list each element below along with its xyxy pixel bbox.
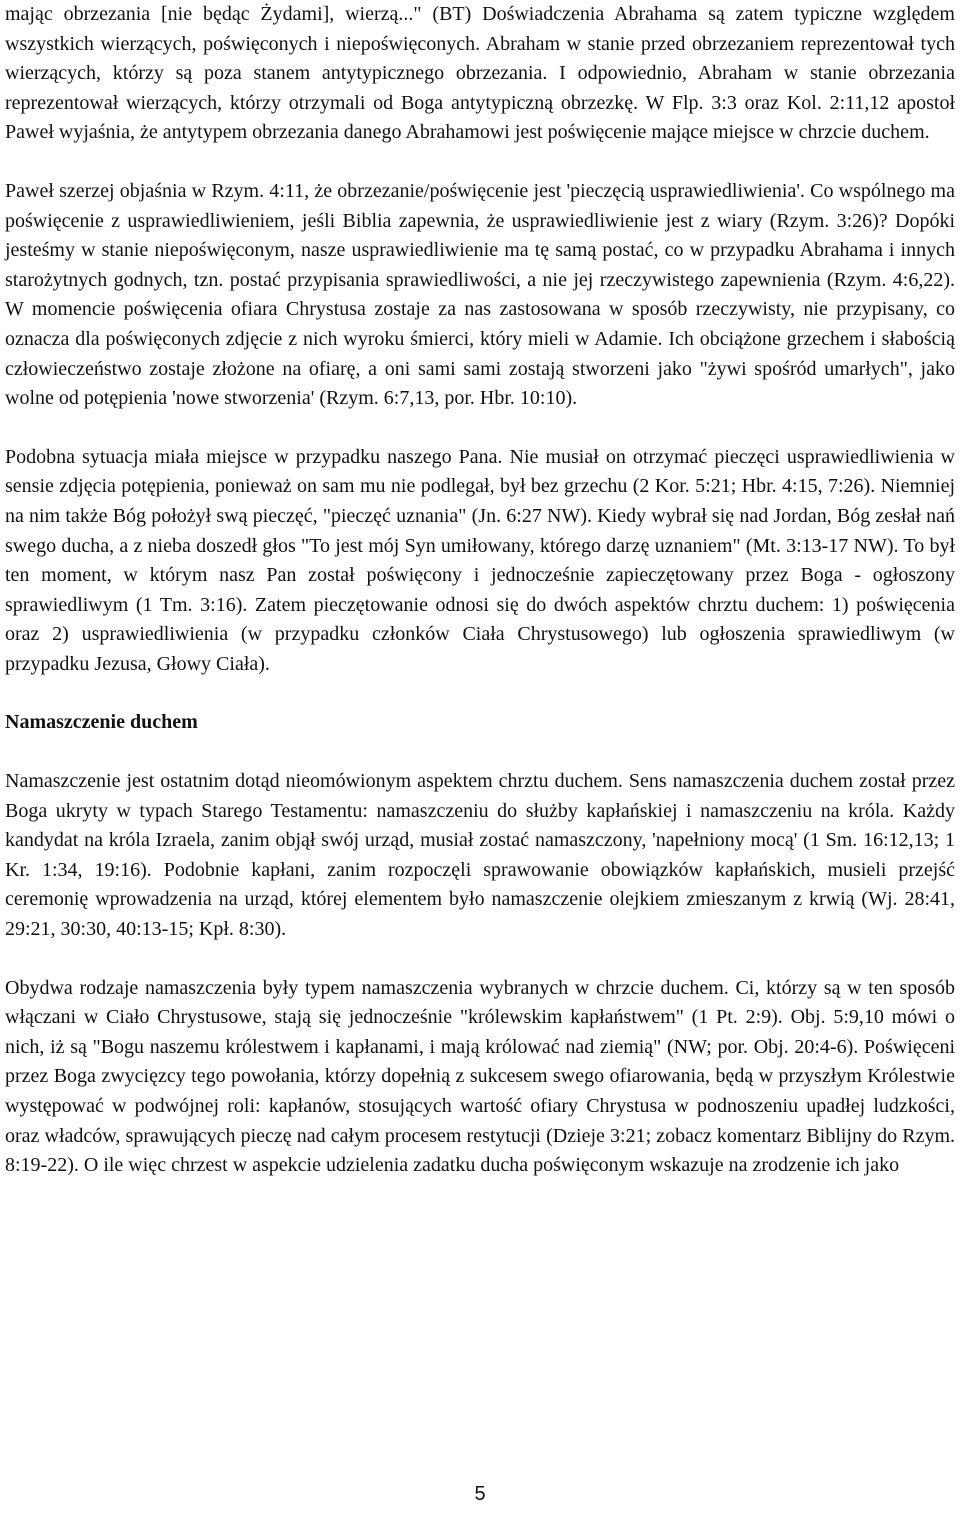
paragraph-abraham-typical: mając obrzezania [nie będąc Żydami], wierzą..." (BT) Doświadczenia Abrahama są zatem typiczne względem wszystkich wierzących, poświęconych i niepoświęconych. Abraham w stanie przed obrzezaniem reprezentował tych wierzących, którzy są poza stanem antytypicznego obrzezania. I odpowiednio, Abraham w stanie obrzezania reprezentował wierzących, którzy otrzymali od Boga antytypiczną obrzezkę. W Flp. 3:3 oraz Kol. 2:11,12 apostoł Paweł wyjaśnia, że antytypem obrzezania danego Abrahamowi jest poświęcenie mające miejsce w chrzcie duchem.	[5, 3, 955, 144]
paragraph-our-lord: Podobna sytuacja miała miejsce w przypadku naszego Pana. Nie musiał on otrzymać pieczęci usprawiedliwienia w sensie zdjęcia potępienia, ponieważ on sam mu nie podlegał, był bez grzechu (2 Kor. 5:21; Hbr. 4:15, 7:26). Niemniej na nim także Bóg położył swą pieczęć, "pieczęć uznania" (Jn. 6:27 NW). Kiedy wybrał się nad Jordan, Bóg zesłał nań swego ducha, a z nieba doszedł głos "To jest mój Syn umiłowany, którego darzę uznaniem" (Mt. 3:13-17 NW). To był ten moment, w którym nasz Pan został poświęcony i jednocześnie zapieczętowany przez Boga - ogłoszony sprawiedliwym (1 Tm. 3:16). Zatem pieczętowanie odnosi się do dwóch aspektów chrztu duchem: 1) poświęcenia oraz 2) usprawiedliwienia (w przypadku członków Ciała Chrystusowego) lub ogłoszenia sprawiedliwym (w przypadku Jezusa, Głowy Ciała).	[5, 445, 955, 675]
document-body	[5, 0, 955, 1181]
paragraph-seal-of-justification: Paweł szerzej objaśnia w Rzym. 4:11, że obrzezanie/poświęcenie jest 'pieczęcią usprawiedliwienia'. Co wspólnego ma poświęcenie z usprawiedliwieniem, jeśli Biblia zapewnia, że usprawiedliwienie jest z wiary (Rzym. 3:26)? Dopóki jesteśmy w stanie niepoświęconym, nasze usprawiedliwienie ma tę samą postać, co w przypadku Abrahama i innych starożytnych godnych, tzn. postać przypisania sprawiedliwości, a nie jej rzeczywistego zapewnienia (Rzym. 4:6,22). W momencie poświęcenia ofiara Chrystusa zostaje za nas zastosowana w sposób rzeczywisty, nie przypisany, co oznacza dla poświęconych zdjęcie z nich wyroku śmierci, który mieli w Adamie. Ich obciążone grzechem i słabością człowieczeństwo zostaje złożone na ofiarę, a oni sami sami zostają stworzeni jako "żywi spośród umarłych", jako wolne od potępienia 'nowe stworzenia' (Rzym. 6:7,13, por. Hbr. 10:10).	[5, 179, 955, 410]
section-heading: Namaszczenie duchem	[5, 711, 198, 734]
paragraph-anointing-intro: Namaszczenie jest ostatnim dotąd nieomówionym aspektem chrztu duchem. Sens namaszczenia duchem został przez Boga ukryty w typach Starego Testamentu: namaszczeniu do służby kapłańskiej i namaszczeniu na króla. Każdy kandydat na króla Izraela, zanim objął swój urząd, musiał zostać namaszczony, 'napełniony mocą' (1 Sm. 16:12,13; 1 Kr. 1:34, 19:16). Podobnie kapłani, zanim rozpoczęli sprawowanie obowiązków kapłańskich, musieli przejść ceremonię wprowadzenia na urząd, której elementem było namaszczenie olejkiem zmieszanym z krwią (Wj. 28:41, 29:21, 30:30, 40:13-15; Kpł. 8:30).	[5, 770, 955, 941]
paragraph-royal-priesthood: Obydwa rodzaje namaszczenia były typem namaszczenia wybranych w chrzcie duchem. Ci, którzy są w ten sposób włączani w Ciało Chrystusowe, stają się jednocześnie "królewskim kapłaństwem" (1 Pt. 2:9). Obj. 5:9,10 mówi o nich, iż są "Bogu naszemu królestwem i kapłanami, i mają królować nad ziemią" (NW; por. Obj. 20:4-6). Poświęceni przez Boga zwycięzcy tego powołania, którzy dopełnią z sukcesem swego ofiarowania, będą w przyszłym Królestwie występować w podwójnej roli: kapłanów, stosujących wartość ofiary Chrystusa w podnoszeniu upadłej ludzkości, oraz władców, sprawujących pieczę nad całym procesem restytucji (Dzieje 3:21; zobacz komentarz Biblijny do Rzym. 8:19-22). O ile więc chrzest w aspekcie udzielenia zadatku ducha poświęconym wskazuje na zrodzenie ich jako	[5, 976, 955, 1177]
page-number: 5	[474, 1483, 486, 1505]
